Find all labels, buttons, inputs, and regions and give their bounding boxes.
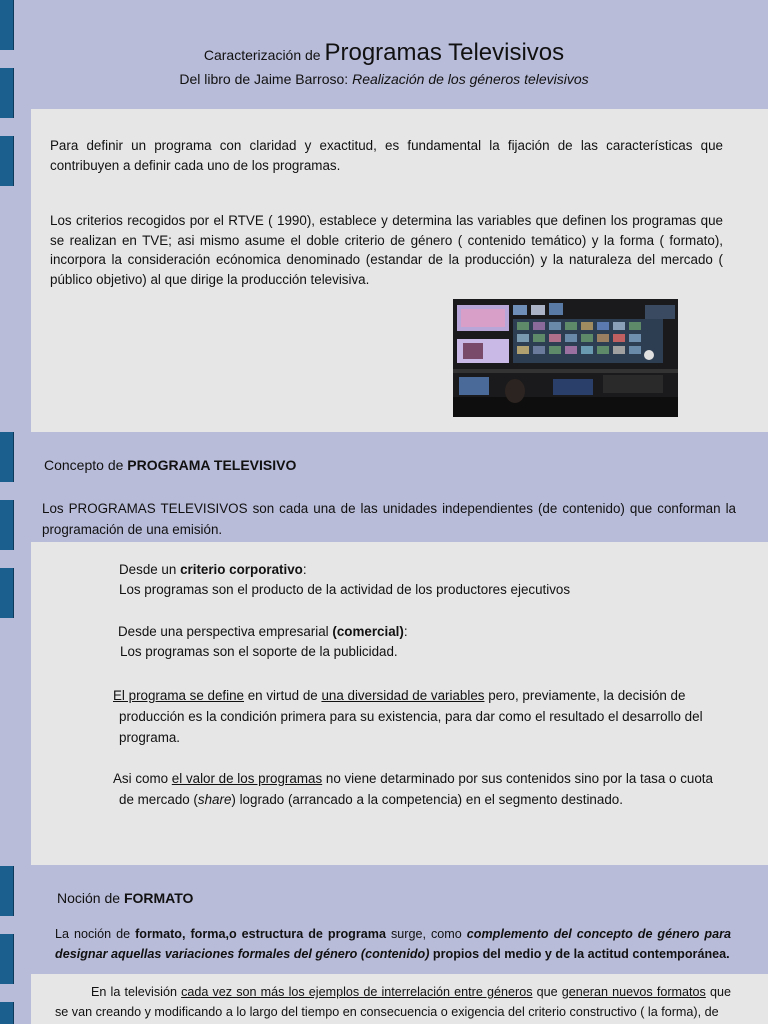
formato-l1-d: complemento del concepto de género para — [466, 927, 732, 941]
def-underline-2: una diversidad de variables — [321, 688, 485, 703]
formato-l1-a: La noción de — [55, 927, 136, 941]
def-mid: en virtud de — [244, 688, 322, 703]
formato-p-a: En la televisión — [91, 985, 182, 999]
heading-prefix: Noción de — [57, 890, 121, 906]
section-heading-formato — [57, 889, 193, 907]
com-prefix: Desde una perspectiva empresarial — [118, 624, 329, 639]
subtitle-book: Realización de los géneros televisivos — [352, 71, 589, 87]
side-tab — [0, 1002, 14, 1024]
valor-share: share — [197, 792, 232, 807]
def-underline-1: El programa se define — [113, 688, 245, 703]
valor-prefix: Asi como — [113, 771, 172, 786]
side-tab — [0, 934, 14, 984]
def-line-3: programa. — [119, 730, 181, 745]
formato-p-underline-1: cada vez son más los ejemplos de interrelación entre géneros — [181, 985, 533, 999]
corporativo-heading — [119, 560, 719, 580]
formato-l2-a: designar aquellas variaciones formales del género (contenido) — [55, 947, 430, 961]
formato-l1-c: surge, como — [385, 927, 467, 941]
corporativo-text: Los programas son el producto de la actividad de los productores ejecutivos — [119, 582, 571, 597]
valor-line2-rest: ) logrado (arrancado a la competencia) en el segmento destinado. — [231, 792, 623, 807]
def-rest: pero, previamente, la decisión de — [484, 688, 686, 703]
subtitle-prefix: Del libro de Jaime Barroso: — [179, 71, 349, 87]
page-title — [0, 38, 768, 88]
com-suffix: : — [403, 624, 408, 639]
title-main: Programas Televisivos — [324, 39, 565, 66]
valor-underline: el valor de los programas — [171, 771, 323, 786]
formato-l1-b: formato, forma,o estructura de programa — [135, 927, 386, 941]
definicion-paragraph — [113, 685, 736, 748]
subtitle — [0, 70, 768, 88]
concepto-definition: Los PROGRAMAS TELEVISIVOS son cada una de las unidades independientes (de contenido) que conforman la programación de una emisión. — [42, 501, 736, 537]
heading-bold: PROGRAMA TELEVISIVO — [127, 457, 297, 473]
side-tab — [0, 136, 14, 186]
comercial-heading — [118, 622, 718, 642]
formato-l2-b: propios del medio y de la actitud contemporánea. — [429, 947, 730, 961]
formato-p-underline-2: generan nuevos formatos — [561, 985, 706, 999]
side-tab — [0, 500, 14, 550]
side-tab — [0, 568, 14, 618]
heading-bold: FORMATO — [123, 890, 194, 906]
comercial-text: Los programas son el soporte de la publicidad. — [120, 644, 398, 659]
corp-prefix: Desde un — [119, 562, 177, 577]
valor-line2-prefix: de mercado ( — [119, 792, 198, 807]
valor-rest: no viene detarminado por sus contenidos sino por la tasa o cuota — [322, 771, 713, 786]
formato-p-c: que — [705, 985, 731, 999]
side-tab — [0, 432, 14, 482]
title-prefix: Caracterización de — [203, 47, 321, 63]
section-heading-concepto — [44, 456, 296, 474]
intro-paragraph-1: Para definir un programa con claridad y exactitud, es fundamental la fijación de las características que contribuyen a definir cada uno de los programas. — [50, 138, 723, 173]
intro-paragraph-2: Los criterios recogidos por el RTVE ( 1990), establece y determina las variables que definen los programas que se realizan en TVE; asi mismo asume el doble criterio de género ( contenido temático) y la forma ( formato), incorpora la consideración ecónomica denominado (estandar de la producción) y la naturaleza del mercado ( público objetivo) al que dirige la producción televisiva. — [50, 213, 723, 287]
heading-prefix: Concepto de — [44, 457, 124, 473]
def-line-2: producción es la condición primera para su existencia, para dar como el resultado el desarrollo del — [119, 709, 703, 724]
side-tab — [0, 866, 14, 916]
formato-p-b: que — [532, 985, 562, 999]
formato-paragraph-1 — [55, 924, 731, 964]
formato-paragraph-2 — [55, 982, 731, 1022]
valor-paragraph — [113, 768, 736, 810]
corp-bold: criterio corporativo — [180, 562, 303, 577]
corp-suffix: : — [302, 562, 307, 577]
formato-p-line-2: se van creando y modificando a lo largo del tiempo en consecuencia o exigencia del criterio constructivo ( la forma), de — [55, 1005, 719, 1019]
com-bold: (comercial) — [332, 624, 404, 639]
control-room-photo-icon — [453, 299, 678, 417]
